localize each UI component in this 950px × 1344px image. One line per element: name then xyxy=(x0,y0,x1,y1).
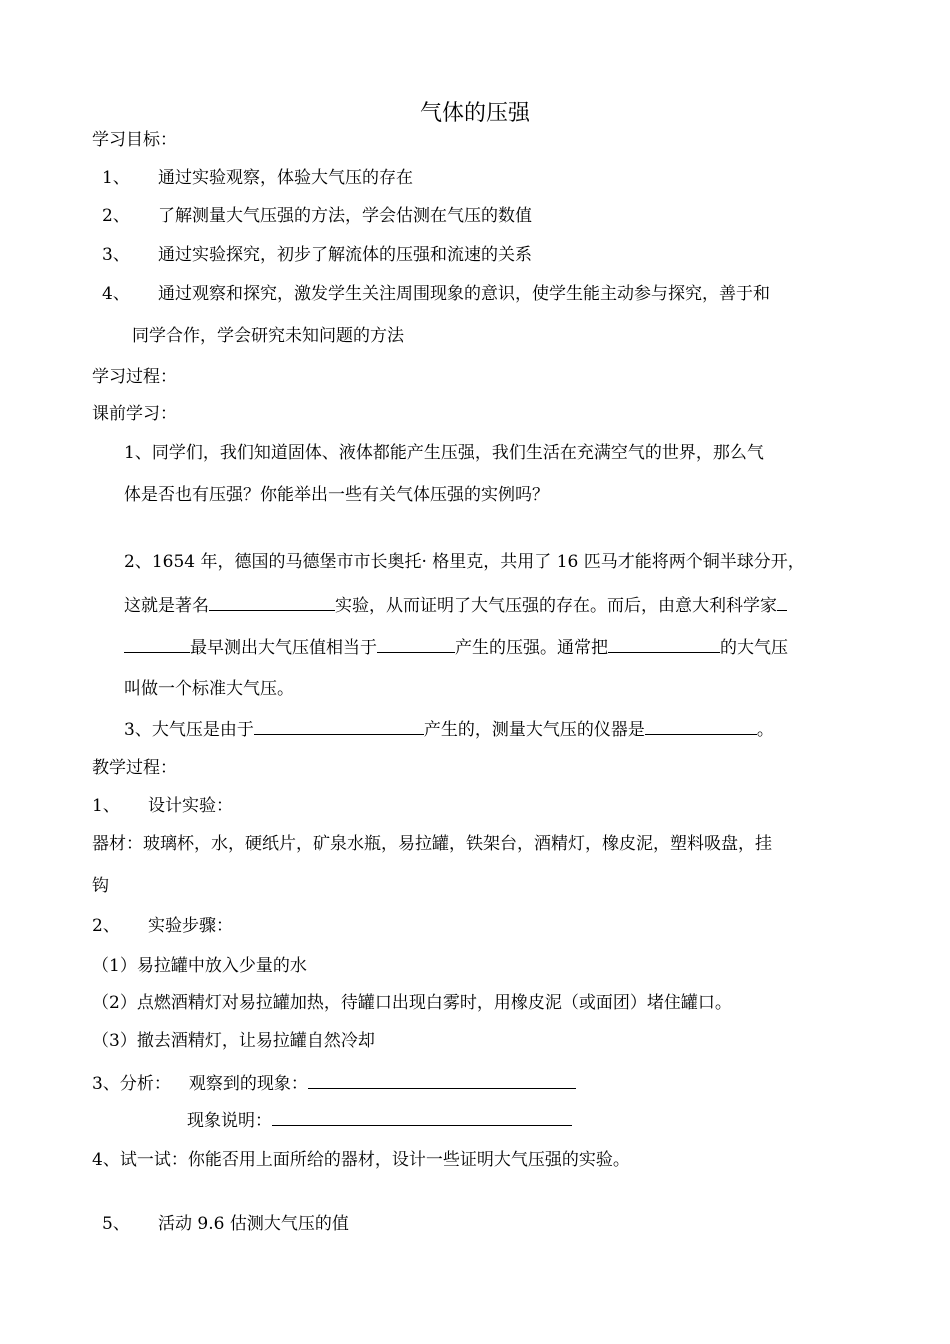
text-segment: 。 xyxy=(756,720,774,740)
answer-blank[interactable] xyxy=(608,635,720,653)
explain-label: 现象说明： xyxy=(187,1111,272,1131)
goal-text: 了解测量大气压强的方法，学会估测在气压的数值 xyxy=(158,206,532,226)
goal-item-2 xyxy=(102,205,532,227)
text-segment: 产生的，测量大气压的仪器是 xyxy=(423,720,645,740)
question-2-line-2 xyxy=(124,593,787,617)
observe-label: 观察到的现象： xyxy=(188,1074,308,1094)
goals-heading: 学习目标： xyxy=(92,130,177,150)
materials-line-2: 钩 xyxy=(92,876,109,896)
section-number: 1、 xyxy=(92,796,120,816)
teach-heading: 教学过程： xyxy=(92,758,177,778)
text-segment: 实验，从而证明了大气压强的存在。而后，由意大利科学家 xyxy=(335,596,777,616)
section-2 xyxy=(92,915,233,937)
section-title: 活动 9.6 估测大气压的值 xyxy=(158,1214,349,1234)
goal-item-3 xyxy=(102,244,532,266)
text-segment: 的大气压 xyxy=(720,638,788,658)
answer-blank[interactable] xyxy=(645,717,757,735)
answer-blank[interactable] xyxy=(777,593,787,611)
section-number: 5、 xyxy=(102,1214,130,1234)
section-number: 2、 xyxy=(92,916,120,936)
answer-blank[interactable] xyxy=(124,635,190,653)
answer-blank[interactable] xyxy=(308,1071,576,1089)
section-title: 3、分析： xyxy=(92,1074,171,1094)
section-5 xyxy=(102,1213,349,1235)
answer-blank[interactable] xyxy=(272,1108,572,1126)
preclass-heading: 课前学习： xyxy=(92,404,177,424)
step-3: （3）撤去酒精灯，让易拉罐自然冷却 xyxy=(92,1031,375,1051)
step-2: （2）点燃酒精灯对易拉罐加热，待罐口出现白雾时，用橡皮泥（或面团）堵住罐口。 xyxy=(92,993,732,1013)
answer-blank[interactable] xyxy=(377,635,455,653)
section-4: 4、试一试：你能否用上面所给的器材，设计一些证明大气压强的实验。 xyxy=(92,1150,630,1170)
text-segment: 这就是著名 xyxy=(124,596,209,616)
goal-4-continuation: 同学合作，学会研究未知问题的方法 xyxy=(132,326,404,346)
materials-line-1: 器材：玻璃杯，水，硬纸片，矿泉水瓶，易拉罐，铁架台，酒精灯，橡皮泥，塑料吸盘，挂 xyxy=(92,834,772,854)
goal-number: 3、 xyxy=(102,245,130,265)
section-1 xyxy=(92,795,233,817)
question-2-line-1: 2、1654 年，德国的马德堡市市长奥托· 格里克，共用了 16 匹马才能将两个铜半球分开， xyxy=(124,552,805,572)
section-3-explain xyxy=(187,1108,572,1132)
text-segment: 产生的压强。通常把 xyxy=(455,638,608,658)
goal-number: 4、 xyxy=(102,284,130,304)
section-title: 设计实验： xyxy=(148,796,233,816)
text-segment: 最早测出大气压值相当于 xyxy=(190,638,377,658)
question-1-line-1: 1、同学们，我们知道固体、液体都能产生压强，我们生活在充满空气的世界，那么气 xyxy=(124,443,764,463)
page-title: 气体的压强 xyxy=(419,101,530,126)
answer-blank[interactable] xyxy=(254,717,424,735)
answer-blank[interactable] xyxy=(209,593,335,611)
goal-number: 1、 xyxy=(102,168,130,188)
goal-text: 通过实验探究，初步了解流体的压强和流速的关系 xyxy=(158,245,532,265)
section-3 xyxy=(92,1071,576,1095)
step-1: （1）易拉罐中放入少量的水 xyxy=(92,956,307,976)
text-segment: 3、大气压是由于 xyxy=(124,720,254,740)
goal-item-4 xyxy=(102,283,770,305)
question-2-line-3 xyxy=(124,635,788,659)
goal-number: 2、 xyxy=(102,206,130,226)
question-3 xyxy=(124,717,774,741)
question-2-line-4: 叫做一个标准大气压。 xyxy=(124,679,294,699)
section-title: 实验步骤： xyxy=(148,916,233,936)
process-heading: 学习过程： xyxy=(92,367,177,387)
goal-text: 通过实验观察，体验大气压的存在 xyxy=(158,168,413,188)
question-1-line-2: 体是否也有压强？你能举出一些有关气体压强的实例吗？ xyxy=(124,485,549,505)
goal-text: 通过观察和探究，激发学生关注周围现象的意识，使学生能主动参与探究，善于和 xyxy=(158,284,770,304)
goal-item-1 xyxy=(102,167,413,189)
